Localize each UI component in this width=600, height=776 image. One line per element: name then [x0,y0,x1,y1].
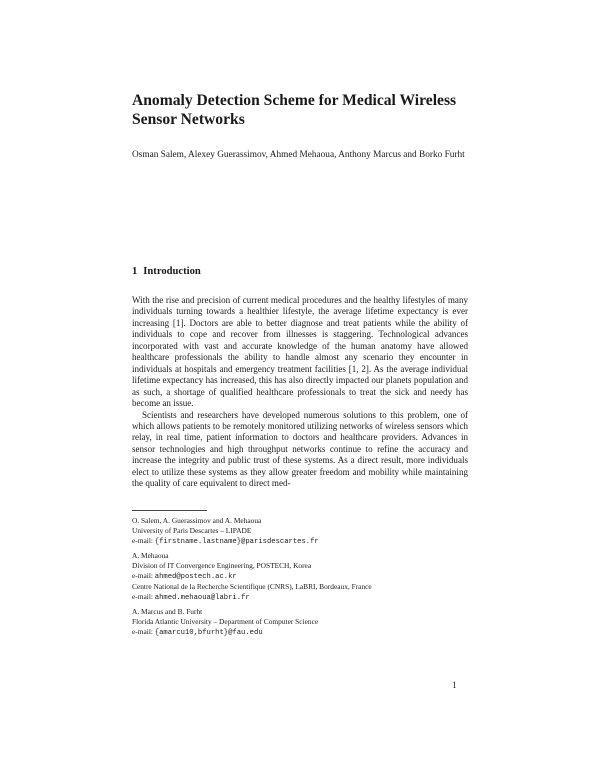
footnote-names: A. Mehaoua [132,551,169,560]
section-title: Introduction [143,266,201,277]
email-address: {firstname.lastname}@parisdescartes.fr [154,538,319,546]
footnote-names: A. Marcus and B. Furht [132,607,203,616]
author-list: Osman Salem, Alexey Guerassimov, Ahmed Mehaoua, Anthony Marcus and Borko Furht [132,150,465,160]
footnote-affiliation: University of Paris Descartes – LIPADE [132,526,252,535]
footnote-affiliation-secondary: Centre National de la Recherche Scientifique (CNRS), LaBRI, Bordeaux, France [132,582,372,591]
footnote-affiliation: Division of IT Convergence Engineering, POSTECH, Korea [132,561,312,570]
footnote-email-line [132,571,468,582]
footnote-names: O. Salem, A. Guerassimov and A. Mehaoua [132,516,262,525]
footnote-mehaoua [132,551,468,603]
email-address: ahmed.mehaoua@labri.fr [154,594,250,602]
email-label: e-mail: [132,536,153,545]
section-heading [132,266,201,277]
email-label: e-mail: [132,571,153,580]
body-text [132,295,468,490]
footnote-affiliation: Florida Atlantic University – Department of Computer Science [132,617,319,626]
footnotes [132,516,468,642]
paper-title: Anomaly Detection Scheme for Medical Wireless Sensor Networks [132,92,457,128]
footnote-email-line [132,592,468,603]
email-address: {amarcu10,bfurht}@fau.edu [154,629,263,637]
email-address: ahmed@postech.ac.kr [154,573,237,581]
footnote-email-line [132,536,468,547]
section-number: 1 [132,266,138,277]
footnote-marcus-furht [132,607,468,638]
footnote-rule [132,510,207,511]
footnote-salem [132,516,468,547]
email-label: e-mail: [132,627,153,636]
footnote-email-line [132,627,468,638]
page-number: 1 [452,680,457,690]
paragraph: With the rise and precision of current medical procedures and the healthy lifestyles of many individuals turning towards a healthier lifestyle, the average lifetime expectancy is ever increasing [1]. Doctors are able to better diagnose and treat patients while the ability of individuals to cope and recover from illnesses is staggering. Technological advances incorporated with vast and accurate knowledge of the human anatomy have allowed healthcare professionals the ability to handle almost any scenario they encounter in individuals at hospitals and emergency treatment facilities [1, 2]. As the average individual lifetime expectancy has increased, this has also directly impacted our planets population and as such, a shortage of qualified healthcare professionals to treat the sick and needy has become an issue. [132,295,468,409]
paragraph: Scientists and researchers have developed numerous solutions to this problem, one of which allows patients to be remotely monitored utilizing networks of wireless sensors which relay, in real time, patient information to doctors and healthcare providers. Advances in sensor technologies and high throughput networks continue to refine the accuracy and increase the integrity and public trust of these systems. As a direct result, more individuals elect to utilize these systems as they allow greater freedom and mobility while maintaining the quality of care equivalent to direct med- [132,409,468,489]
email-label: e-mail: [132,592,153,601]
